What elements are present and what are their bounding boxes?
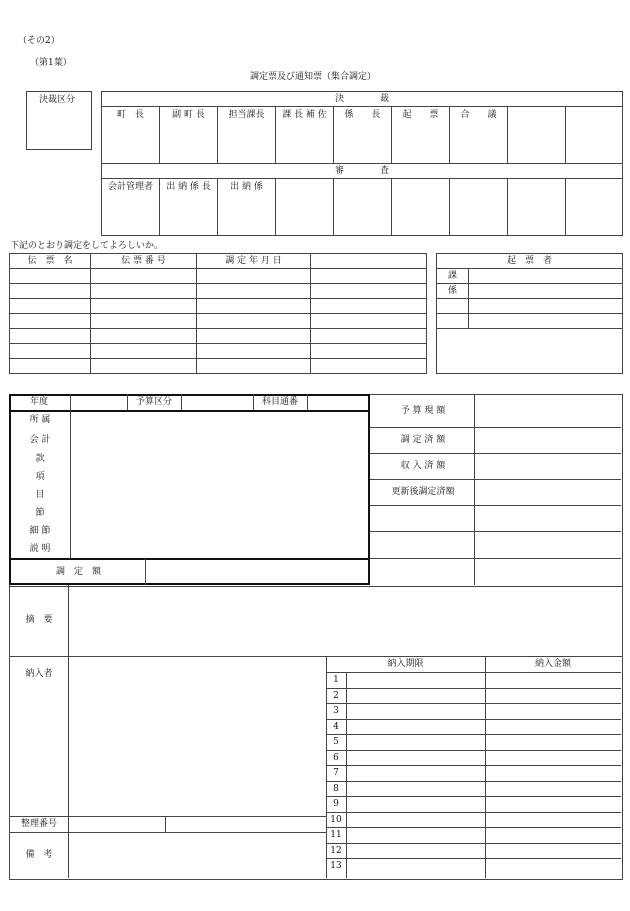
amount-header: 納入金額: [534, 659, 571, 669]
decision-cell[interactable]: 課 長 補 佐: [276, 107, 334, 164]
review-cell[interactable]: [566, 179, 623, 236]
slip-header: [311, 254, 427, 269]
review-cell[interactable]: [334, 179, 392, 236]
slip-header: 伝 票 名: [10, 254, 91, 269]
installment-number: 1: [333, 675, 339, 685]
approval-category-box[interactable]: [26, 91, 92, 150]
decision-cell[interactable]: 合 議: [450, 107, 508, 164]
payer-frame: [9, 656, 623, 880]
request-text: 下記のとおり調定をしてよろしいか。: [10, 241, 164, 251]
received-total-label: 収 入 済 額: [400, 461, 446, 471]
review-cell[interactable]: [508, 179, 566, 236]
decision-header: 決 裁: [102, 92, 623, 107]
review-cell[interactable]: 出 納 係 長: [160, 179, 218, 236]
drafter-title: 起 票 者: [437, 254, 623, 269]
drafter-table: [436, 253, 623, 374]
summary-label: 摘 要: [25, 615, 53, 625]
budget-category-label: 予算区分: [136, 397, 173, 407]
kan-label: 款: [35, 454, 45, 464]
decision-cell[interactable]: [566, 107, 623, 164]
drafter-unit-label: 係: [437, 284, 469, 299]
review-cell[interactable]: [276, 179, 334, 236]
budget-main-box: [9, 394, 370, 585]
installment-number: 12: [330, 846, 342, 856]
installment-number: 11: [330, 830, 342, 840]
assessed-total-label: 調 定 済 額: [400, 435, 446, 445]
installment-number: 13: [330, 861, 342, 871]
budget-current-label: 予 算 現 額: [400, 406, 446, 416]
page-title: 調定票及び通知票（集合調定）: [250, 72, 377, 82]
decision-cell[interactable]: 副 町 長: [160, 107, 218, 164]
installment-number: 3: [333, 706, 339, 716]
installment-number: 4: [333, 722, 339, 732]
moku-label: 目: [35, 490, 45, 500]
table-row: [10, 284, 427, 299]
review-header: 審 査: [102, 164, 623, 179]
subject-code-label: 科目通番: [262, 397, 299, 407]
decision-cell[interactable]: 町 長: [102, 107, 160, 164]
affiliation-label: 所 属: [29, 415, 51, 425]
installment-number: 2: [333, 691, 339, 701]
reference-number-label: 整理番号: [20, 819, 57, 829]
approval-grid: [101, 91, 623, 236]
review-cell[interactable]: 会計管理者: [102, 179, 160, 236]
setsu-label: 節: [35, 508, 45, 518]
installment-number: 5: [333, 737, 339, 747]
slip-header: 調 定 年 月 日: [197, 254, 311, 269]
remarks-label: 備 考: [25, 850, 53, 860]
installment-number: 10: [330, 815, 342, 825]
sheet-number: （第1葉）: [30, 58, 72, 68]
saisetsu-label: 細 節: [29, 526, 51, 536]
review-cell[interactable]: [392, 179, 450, 236]
table-row: [10, 329, 427, 344]
installment-number: 8: [333, 784, 339, 794]
year-label: 年度: [30, 397, 49, 407]
assessed-amount-label: 調 定 額: [56, 567, 102, 577]
table-row: [10, 269, 427, 284]
slip-header: 伝 票 番 号: [91, 254, 197, 269]
kou-label: 項: [35, 472, 45, 482]
table-row: [10, 314, 427, 329]
table-row: [10, 344, 427, 359]
summary-box[interactable]: [9, 585, 623, 657]
accounting-label: 会 計: [29, 435, 51, 445]
decision-cell[interactable]: [508, 107, 566, 164]
installment-number: 7: [333, 768, 339, 778]
slip-table: [9, 253, 427, 374]
payer-label: 納入者: [25, 669, 53, 679]
table-row: [10, 299, 427, 314]
installment-number: 6: [333, 753, 339, 763]
form-number: （その2）: [18, 36, 60, 46]
decision-cell[interactable]: 起 票: [392, 107, 450, 164]
installment-number: 9: [333, 799, 339, 809]
review-cell[interactable]: 出 納 係: [218, 179, 276, 236]
approval-category-label: 決裁区分: [39, 95, 76, 105]
drafter-section-label: 課: [437, 269, 469, 284]
explanation-label: 説 明: [29, 544, 51, 554]
decision-cell[interactable]: 係 長: [334, 107, 392, 164]
decision-cell[interactable]: 担当課長: [218, 107, 276, 164]
table-row: [10, 359, 427, 374]
review-cell[interactable]: [450, 179, 508, 236]
updated-assessed-label: 更新後調定済額: [391, 487, 455, 497]
deadline-header: 納入期限: [387, 659, 424, 669]
